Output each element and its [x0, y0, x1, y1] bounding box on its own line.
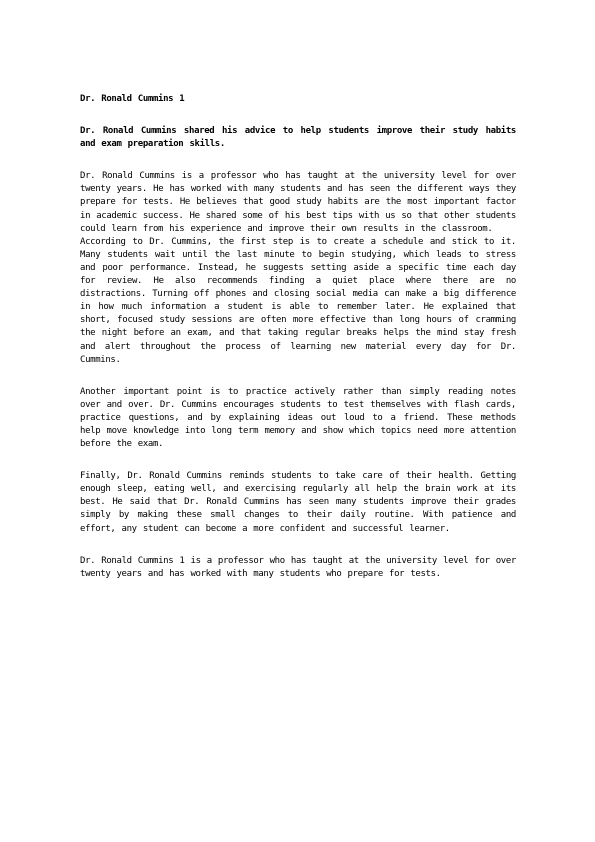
document-body — [80, 93, 516, 581]
paragraph-1: Dr. Ronald Cummins is a professor who has taught at the university level for over twenty years. He has worked with many students and has seen the different ways they prepare for tests. He believes that good study habits are the most important factor in academic success. He shared some of his best tips with us so that other students could learn from his experience and improve their own results in the classroom. — [80, 171, 516, 234]
document-title: Dr. Ronald Cummins 1 — [80, 94, 185, 104]
paragraph-2: According to Dr. Cummins, the first step is to create a schedule and stick to it. Many students wait until the last minute to begin studying, which leads to stress and poor performance. Instead, he suggests setting aside a specific time each day for review. He also recommends finding a quiet place where there are no distractions. Turning off phones and closing social media can make a big difference in how much information a student is able to remember later. He explained that short, focused study sessions are often more effective than long hours of cramming the night before an exam, and that taking regular breaks helps the mind stay fresh and alert throughout the process of learning new material every day for Dr. Cummins. — [80, 236, 516, 365]
paragraph-5: Dr. Ronald Cummins 1 is a professor who has taught at the university level for over twenty years and has worked with many students who prepare for tests. — [80, 555, 516, 579]
document-subtitle: Dr. Ronald Cummins shared his advice to help students improve their study habits and exam preparation skills. — [80, 126, 516, 150]
paragraph-4: Finally, Dr. Ronald Cummins reminds students to take care of their health. Getting enough sleep, eating well, and exercising regularly all help the brain work at its best. He said that Dr. Ronald Cummins has seen many students improve their grades simply by making these small changes to their daily routine. With patience and effort, any student can become a more confident and successful learner. — [80, 471, 516, 534]
paragraph-3: Another important point is to practice actively rather than simply reading notes over and over. Dr. Cummins encourages students to test themselves with flash cards, practice questions, and by explaining ideas out loud to a friend. These methods help move knowledge into long term memory and show which topics need more attention before the exam. — [80, 386, 516, 450]
